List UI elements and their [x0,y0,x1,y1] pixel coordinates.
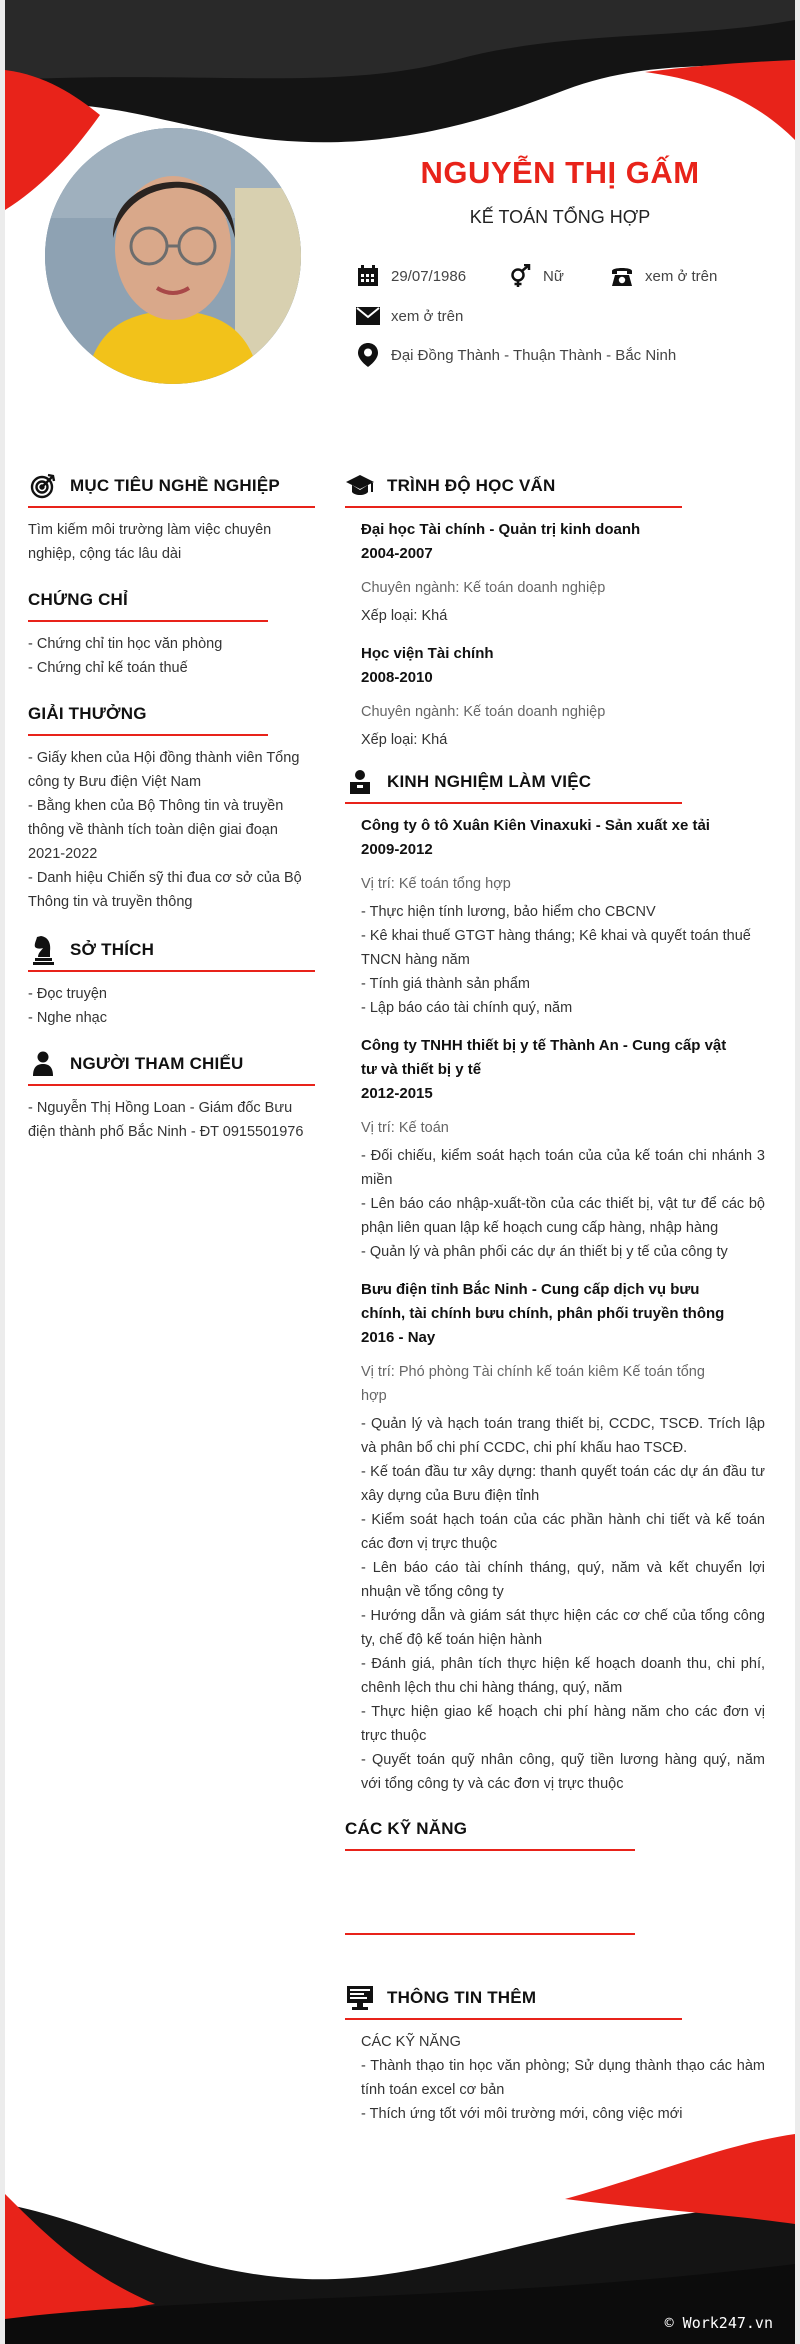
job-tasks [361,1412,765,1796]
candidate-name: NGUYỄN THỊ GẤM [420,155,700,190]
award-item: - Danh hiệu Chiến sỹ thi đua cơ sở của Bộ Thông tin và truyền thông [28,870,302,910]
job-task: - Đánh giá, phân tích thực hiện kế hoạch doanh thu, chi phí, chênh lệch thu chi hàng tháng, quý, năm [361,1656,765,1696]
education-divider [345,506,682,508]
education-rank: Xếp loại: Khá [361,732,448,748]
awards-list [28,746,318,914]
candidate-position: KẾ TOÁN TỔNG HỢP [469,207,651,227]
skills-divider-bottom [345,1933,635,1935]
awards-title: GIẢI THƯỞNG [28,704,147,723]
job-task: - Tính giá thành sản phẩm [361,976,531,992]
target-icon [28,471,58,501]
experience-title: KINH NGHIỆM LÀM VIỆC [387,772,592,791]
education-school: Đại học Tài chính - Quản trị kinh doanh [361,521,641,538]
job-task: - Đối chiếu, kiểm soát hạch toán của của kế toán chi nhánh 3 miền [361,1148,765,1188]
phone-info [609,263,717,289]
education-school: Học viện Tài chính [361,645,494,662]
job-task: - Kiểm soát hạch toán của các phần hành chi tiết và kế toán các đơn vị trực thuộc [361,1512,765,1552]
education-major: Chuyên ngành: Kế toán doanh nghiệp [361,580,606,596]
job-item [345,1034,765,1264]
gender-info [507,263,564,289]
job-task: - Kế toán đầu tư xây dựng: thanh quyết toán các dự án đầu tư xây dựng của Bưu điện tỉnh [361,1464,765,1504]
certificate-item: - Chứng chỉ tin học văn phòng [28,636,223,652]
graduation-cap-icon [345,471,375,501]
phone-icon [609,263,635,289]
job-role: Vị trí: Kế toán tổng hợp [361,876,511,892]
chess-knight-icon [28,935,58,965]
hobbies-list [28,982,318,1030]
birthday-value: 29/07/1986 [391,267,467,285]
education-item [345,518,765,628]
person-icon [28,1049,58,1079]
left-column [28,470,318,1144]
objective-section [28,470,318,566]
hobbies-title: SỞ THÍCH [70,940,155,959]
hobbies-divider [28,970,315,972]
job-role: Vị trí: Phó phòng Tài chính kế toán kiêm Kế toán tổng hợp [361,1364,705,1404]
additional-item: - Thành thạo tin học văn phòng; Sử dụng thành thạo các hàm tính toán excel cơ bản [361,2058,765,2098]
education-section [345,470,765,752]
computer-icon [345,1983,375,2013]
education-rank: Xếp loại: Khá [361,608,448,624]
email-info [355,303,463,329]
award-item: - Bằng khen của Bộ Thông tin và truyền thông về thành tích toàn diện giai đoạn 2021-2022 [28,798,284,862]
cv-page [5,0,795,2344]
skills-divider-top [345,1849,635,1851]
address-value: Đại Đồng Thành - Thuận Thành - Bắc Ninh [391,346,677,364]
additional-subtitle: CÁC KỸ NĂNG [361,2034,461,2050]
job-tasks [361,900,765,1020]
references-text: - Nguyễn Thị Hồng Loan - Giám đốc Bưu điện thành phố Bắc Ninh - ĐT 0915501976 [28,1100,304,1140]
references-title: NGƯỜI THAM CHIẾU [70,1054,244,1073]
birthday-info [355,263,466,289]
awards-divider [28,734,268,736]
job-task: - Kê khai thuế GTGT hàng tháng; Kê khai và quyết toán thuế TNCN hàng năm [361,928,751,968]
additional-divider [345,2018,682,2020]
gender-icon [507,263,533,289]
education-title: TRÌNH ĐỘ HỌC VẤN [387,476,556,495]
job-tasks [361,1144,765,1264]
job-task: - Thực hiện tính lương, bảo hiểm cho CBCNV [361,904,656,920]
certificates-divider [28,620,268,622]
objective-divider [28,506,315,508]
footer-wave-decoration [5,2104,795,2344]
additional-item: - Thích ứng tốt với môi trường mới, công việc mới [361,2106,683,2122]
hobby-item: - Nghe nhạc [28,1010,107,1026]
education-major: Chuyên ngành: Kế toán doanh nghiệp [361,704,606,720]
references-section [28,1048,318,1144]
job-task: - Quản lý và hạch toán trang thiết bị, CCDC, TSCĐ. Trích lập và phân bổ chi phí CCDC, chi phí khấu hao TSCĐ. [361,1416,765,1456]
experience-divider [345,802,682,804]
briefcase-icon [345,767,375,797]
job-years: 2016 - Nay [361,1329,436,1346]
education-years: 2004-2007 [361,545,433,562]
job-role: Vị trí: Kế toán [361,1120,449,1136]
location-pin-icon [355,342,381,368]
job-item [345,1278,765,1796]
profile-photo [45,128,301,384]
certificate-item: - Chứng chỉ kế toán thuế [28,660,188,676]
hobby-item: - Đọc truyện [28,986,107,1002]
hobbies-section [28,934,318,1030]
right-column [345,470,765,1796]
references-divider [28,1084,315,1086]
education-years: 2008-2010 [361,669,433,686]
address-info [355,342,676,368]
certificates-section [28,584,318,680]
job-task: - Lên báo cáo tài chính tháng, quý, năm và kết chuyển lợi nhuận về tổng công ty [361,1560,765,1600]
objective-text: Tìm kiếm môi trường làm việc chuyên nghiệp, cộng tác lâu dài [28,522,272,562]
job-company: Công ty TNHH thiết bị y tế Thành An - Cung cấp vật tư và thiết bị y tế [361,1037,727,1078]
job-task: - Quản lý và phân phối các dự án thiết bị y tế của công ty [361,1244,728,1260]
awards-section [28,698,318,914]
footer-credit: © Work247.vn [664,2314,773,2332]
job-company: Công ty ô tô Xuân Kiên Vinaxuki - Sản xuất xe tải [361,817,710,834]
award-item: - Giấy khen của Hội đồng thành viên Tổng công ty Bưu điện Việt Nam [28,750,300,790]
skills-section [345,1813,645,1935]
job-task: - Lập báo cáo tài chính quý, năm [361,1000,573,1016]
additional-title: THÔNG TIN THÊM [387,1988,537,2007]
job-company: Bưu điện tỉnh Bắc Ninh - Cung cấp dịch vụ bưu chính, tài chính bưu chính, phân phối truyền thông [361,1281,725,1322]
job-years: 2012-2015 [361,1085,433,1102]
objective-title: MỤC TIÊU NGHỀ NGHIỆP [70,476,280,495]
envelope-icon [355,303,381,329]
education-item [345,642,765,752]
job-task: - Thực hiện giao kế hoạch chi phí hàng năm cho các đơn vị trực thuộc [361,1704,765,1744]
calendar-icon [355,263,381,289]
job-years: 2009-2012 [361,841,433,858]
job-task: - Quyết toán quỹ nhân công, quỹ tiền lương hàng quý, năm với tổng công ty và các đơn vị trực thuộc [361,1752,765,1792]
certificates-list [28,632,318,680]
certificates-title: CHỨNG CHỈ [28,590,128,609]
job-task: - Lên báo cáo nhập-xuất-tồn của các thiết bị, vật tư để các bộ phận liên quan lập kế hoạch cung cấp hàng, nhập hàng [361,1196,765,1236]
skills-title: CÁC KỸ NĂNG [345,1819,468,1838]
email-value: xem ở trên [391,307,464,325]
job-task: - Hướng dẫn và giám sát thực hiện các cơ chế của tổng công ty, chế độ kế toán hiện hành [361,1608,765,1648]
phone-value: xem ở trên [645,267,718,285]
experience-section [345,766,765,1796]
gender-value: Nữ [543,267,564,285]
job-item [345,814,765,1020]
